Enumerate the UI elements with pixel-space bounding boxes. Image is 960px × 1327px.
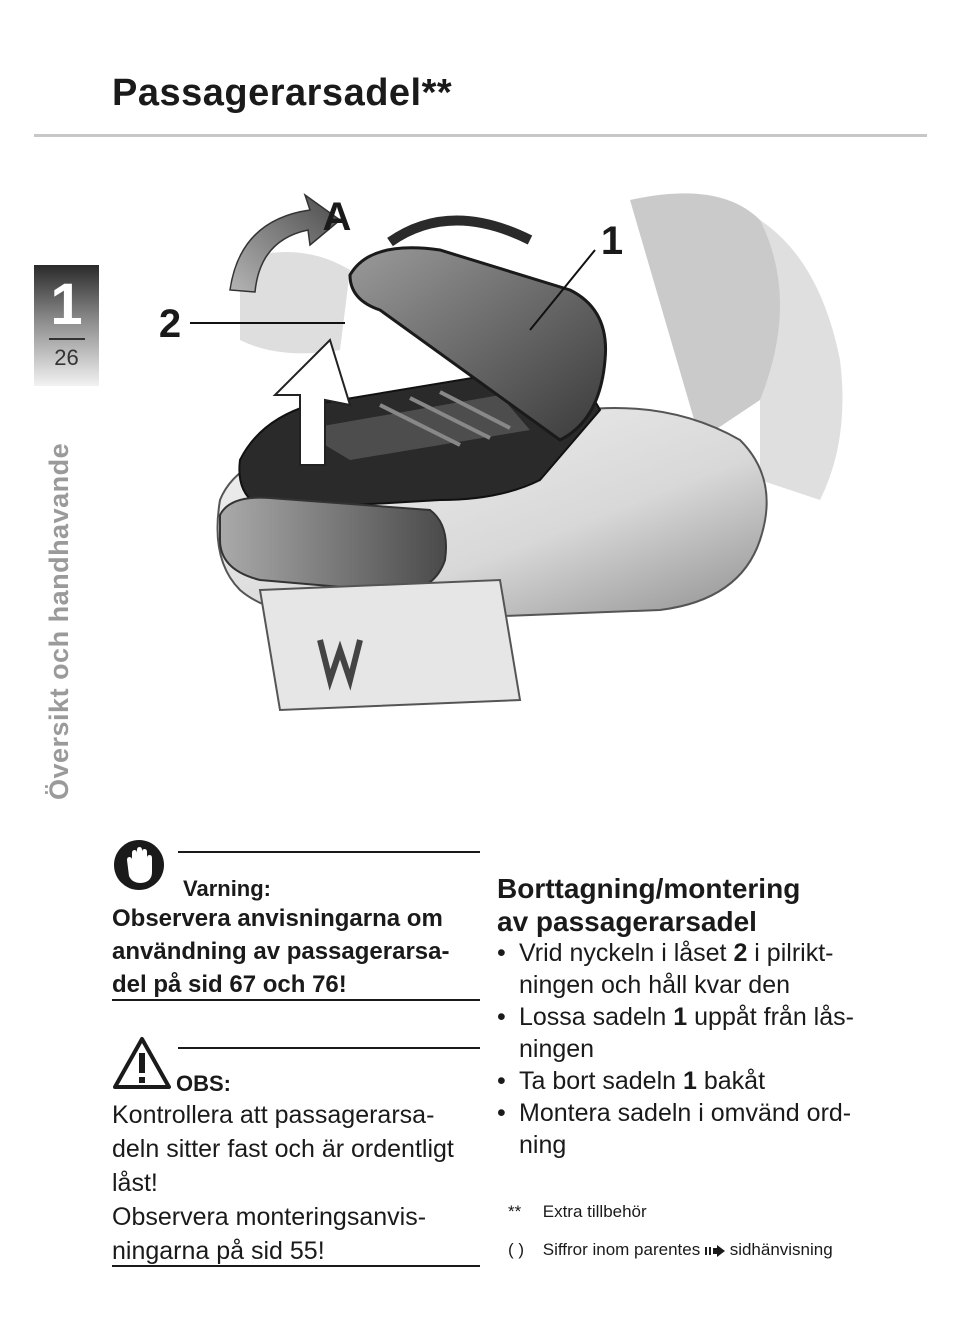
procedure-heading-line: av passagerarsadel: [497, 906, 757, 937]
chapter-tab: [34, 265, 99, 386]
note-line: ningarna på sid 55!: [112, 1237, 325, 1265]
step-text: Ta bort sadeln: [519, 1067, 683, 1095]
bullet: •: [497, 1067, 506, 1095]
note-top-rule: [178, 1047, 480, 1049]
step-ref-number: 1: [673, 1003, 688, 1031]
hand-stop-icon: [112, 838, 166, 892]
page-title: Passagerarsadel**: [112, 72, 453, 114]
callout-label-2: 2: [158, 302, 182, 346]
step-continuation: ningen och håll kvar den: [519, 971, 791, 999]
note-line: låst!: [112, 1169, 158, 1197]
page-reference-arrow-icon: [705, 1245, 725, 1257]
step-text: Lossa sadeln: [519, 1003, 674, 1031]
chapter-number: 1: [50, 272, 83, 337]
step-text: i pilrikt-: [747, 939, 834, 967]
procedure-step: [497, 1065, 877, 1097]
warning-line: användning av passagerarsa-: [112, 938, 450, 965]
warning-line: Observera anvisningarna om: [112, 905, 443, 932]
callout-label-a: A: [322, 195, 352, 239]
step-ref-number: 1: [683, 1067, 697, 1095]
step-text: Montera sadeln i omvänd ord-: [519, 1099, 852, 1127]
step-continuation: ningen: [519, 1035, 595, 1063]
callout-label-1: 1: [600, 219, 624, 263]
footnote-text: Extra tillbehör: [542, 1202, 647, 1221]
chapter-tab-divider: [49, 338, 85, 340]
procedure-steps: [497, 937, 877, 1161]
procedure-heading: [497, 872, 897, 938]
step-ref-number: 2: [733, 939, 748, 967]
page-number: 26: [54, 345, 79, 370]
procedure-step: [497, 1001, 877, 1065]
step-text: bakåt: [696, 1067, 766, 1095]
bullet: •: [497, 939, 506, 967]
footnote-text: Siffror inom parentes: [542, 1240, 701, 1259]
procedure-step: [497, 937, 877, 1001]
warning-line: del på sid 67 och 76!: [112, 971, 347, 998]
step-text: Vrid nyckeln i låset: [519, 939, 734, 967]
footnote-page-reference: [508, 1240, 833, 1260]
procedure-step: [497, 1097, 877, 1161]
step-text: uppåt från lås-: [687, 1003, 854, 1031]
note-line: deln sitter fast och är ordentligt: [112, 1135, 454, 1163]
procedure-heading-line: Borttagning/montering: [497, 873, 801, 904]
warning-top-rule: [178, 851, 480, 853]
note-heading: OBS:: [176, 1071, 231, 1096]
exclamation-triangle-icon: [112, 1035, 172, 1091]
warning-heading: Varning:: [183, 876, 272, 901]
note-line: Kontrollera att passagerarsa-: [112, 1101, 435, 1129]
note-line: Observera monteringsanvis-: [112, 1203, 427, 1231]
footnote-mark: ( ): [508, 1240, 525, 1259]
passenger-seat-illustration: [158, 180, 900, 740]
step-continuation: ning: [519, 1131, 567, 1159]
footnote-accessory: [508, 1202, 647, 1222]
note-text: [112, 1098, 482, 1268]
warning-bottom-rule: [112, 999, 480, 1001]
footnote-text: sidhänvisning: [729, 1240, 833, 1259]
title-divider: [34, 134, 927, 137]
bullet: •: [497, 1099, 506, 1127]
section-side-label: Översikt och handhavande: [44, 442, 74, 800]
bullet: •: [497, 1003, 506, 1031]
warning-text: [112, 902, 472, 1001]
note-bottom-rule: [112, 1265, 480, 1267]
footnote-mark: **: [508, 1202, 522, 1221]
